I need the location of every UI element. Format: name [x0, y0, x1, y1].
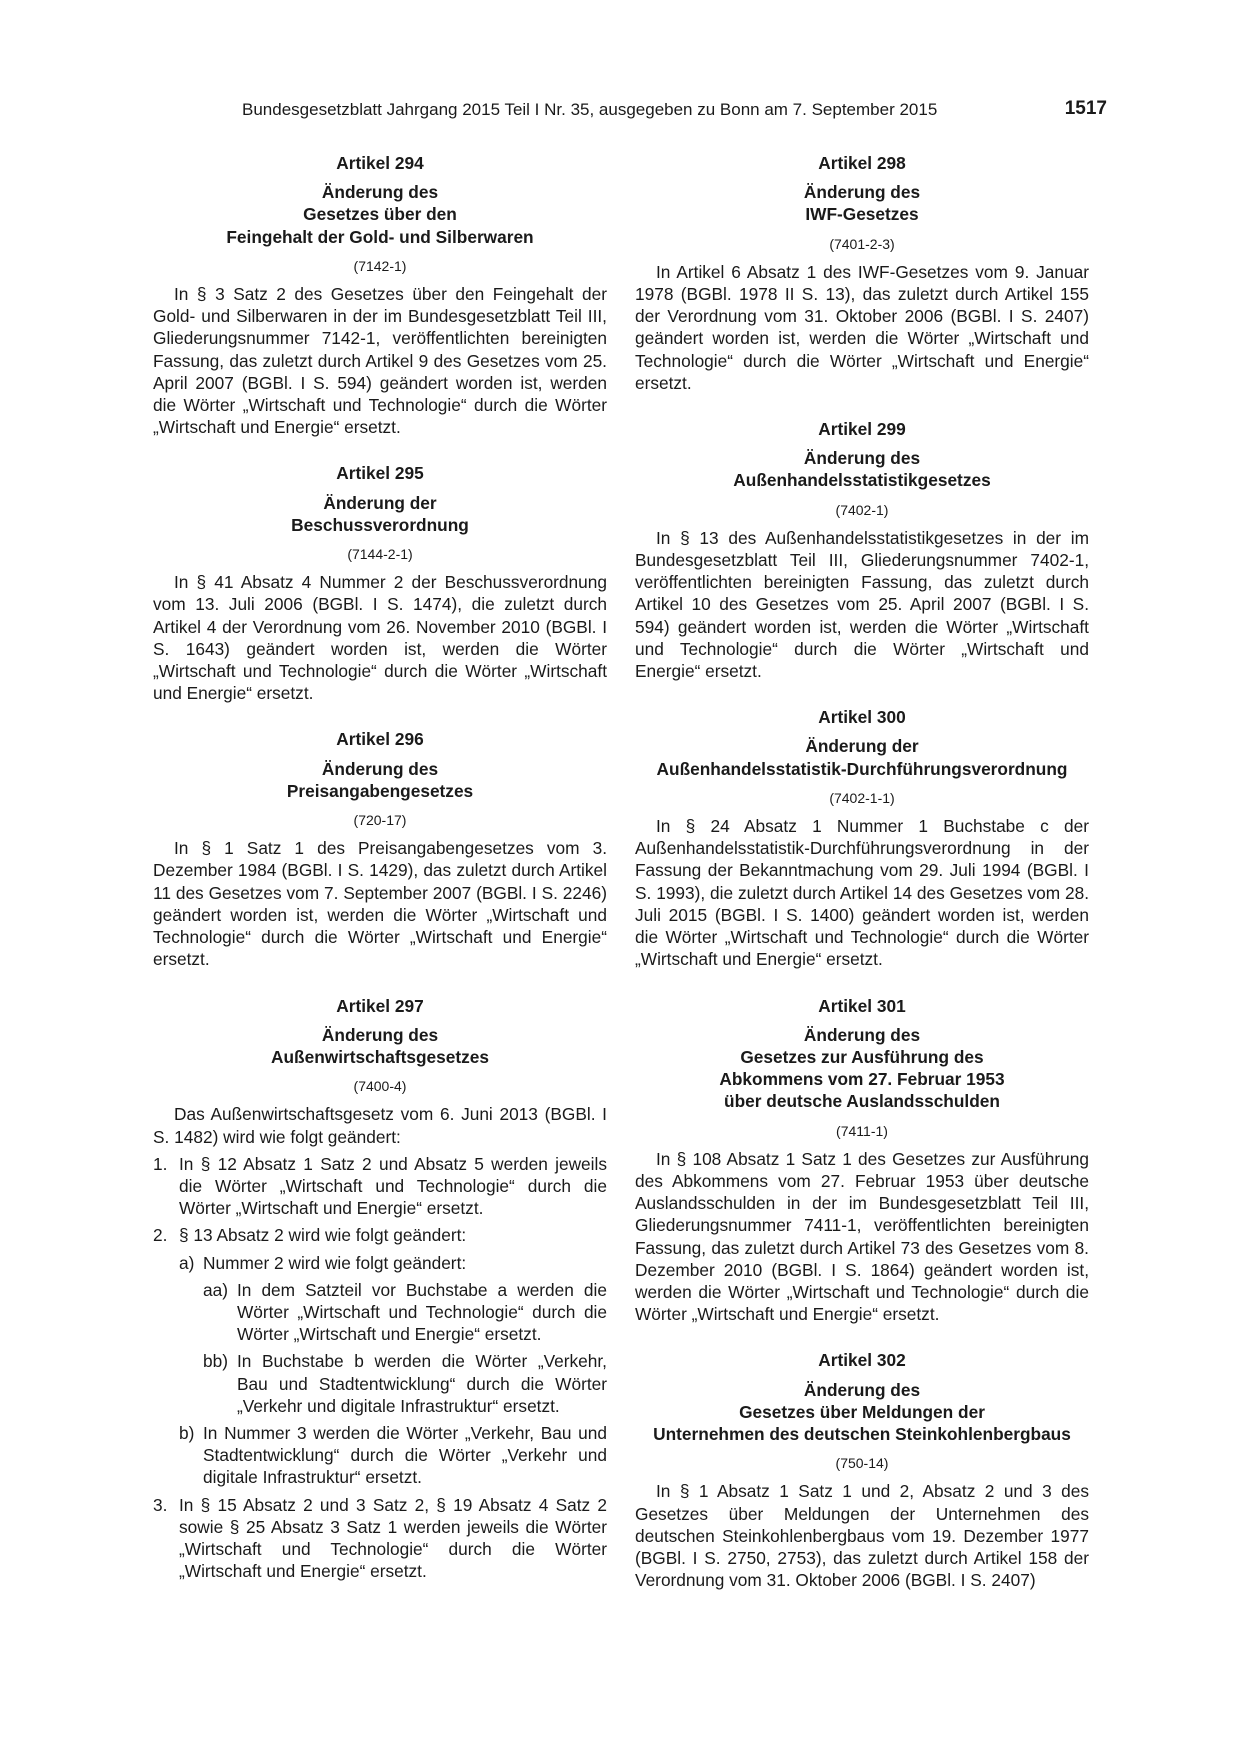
left-column	[153, 152, 607, 1606]
article-301	[635, 995, 1089, 1326]
article-body: In § 41 Absatz 4 Nummer 2 der Beschussverordnung vom 13. Juli 2006 (BGBl. I S. 1474), die zuletzt durch Artikel 4 der Verordnung vom 26. November 2010 (BGBl. I S. 1643) geändert worden ist, werden die Wörter „Wirtschaft und Technologie“ durch die Wörter „Wirtschaft und Energie“ ersetzt.	[153, 572, 607, 704]
list-item	[153, 1279, 607, 1346]
classification-code: (750-14)	[835, 1455, 889, 1472]
item-label: 3.	[153, 1494, 168, 1515]
article-number: Artikel 298	[818, 153, 906, 173]
article-298	[635, 152, 1089, 394]
classification-code: (7402-1)	[835, 501, 889, 518]
article-number: Artikel 296	[336, 729, 424, 750]
item-text: In Buchstabe b werden die Wörter „Verkehr, Bau und Stadtentwicklung“ durch die Wörter „Verkehr und digitale Infrastruktur“ ersetzt.	[237, 1351, 607, 1416]
item-text: In § 12 Absatz 1 Satz 2 und Absatz 5 werden jeweils die Wörter „Wirtschaft und Technologie“ durch die Wörter „Wirtschaft und Energie“ ersetzt.	[179, 1153, 607, 1219]
page-number: 1517	[1064, 98, 1107, 119]
item-text: In Nummer 3 werden die Wörter „Verkehr, Bau und Stadtentwicklung“ durch die Wörter „Verkehr und digitale Infrastruktur“ ersetzt.	[203, 1422, 607, 1488]
article-number: Artikel 300	[818, 707, 906, 728]
article-number: Artikel 302	[818, 1350, 906, 1371]
article-title: Änderung des Gesetzes zur Ausführung des Abkommens vom 27. Februar 1953 über deutsche Auslandsschulden	[719, 1024, 1005, 1112]
article-title: Änderung der Beschussverordnung	[291, 492, 469, 535]
item-label: bb)	[203, 1351, 228, 1372]
article-body: In § 108 Absatz 1 Satz 1 des Gesetzes zur Ausführung des Abkommens vom 27. Februar 1953 über deutsche Auslandsschulden in der im Bundesgesetzblatt Teil III, Gliederungsnummer 7411-1, veröffentlichten bereinigten Fassung, das zuletzt durch Artikel 73 des Gesetzes vom 8. Dezember 2010 (BGBl. I S. 1864) geändert worden ist, werden die Wörter „Wirtschaft und Technologie“ durch die Wörter „Wirtschaft und Energie“ ersetzt.	[635, 1148, 1089, 1325]
item-label: aa)	[203, 1279, 228, 1300]
list-item	[153, 1494, 607, 1583]
right-column	[635, 152, 1089, 1615]
item-text: § 13 Absatz 2 wird wie folgt geändert:	[179, 1225, 467, 1246]
article-title: Änderung des Außenhandelsstatistikgesetzes	[733, 448, 991, 491]
item-label: a)	[179, 1252, 195, 1273]
article-body: In Artikel 6 Absatz 1 des IWF-Gesetzes vom 9. Januar 1978 (BGBl. 1978 II S. 13), das zuletzt durch Artikel 155 der Verordnung vom 31. Oktober 2006 (BGBl. I S. 2407) geändert worden ist, werden die Wörter „Wirtschaft und Technologie“ durch die Wörter „Wirtschaft und Energie“ ersetzt.	[635, 261, 1089, 393]
item-label: 1.	[153, 1153, 168, 1174]
article-302	[635, 1349, 1089, 1591]
classification-code: (7144-2-1)	[347, 546, 413, 563]
article-number: Artikel 297	[336, 995, 424, 1016]
page-header	[0, 100, 1241, 126]
classification-code: (7402-1-1)	[829, 789, 895, 806]
list-item	[153, 1350, 607, 1417]
article-body: In § 24 Absatz 1 Nummer 1 Buchstabe c der Außenhandelsstatistik-Durchführungsverordnung in der Fassung der Bekanntmachung vom 29. Juli 1994 (BGBl. I S. 1993), die zuletzt durch Artikel 14 des Gesetzes vom 28. Juli 2015 (BGBl. I S. 1400) geändert worden ist, werden die Wörter „Wirtschaft und Technologie“ durch die Wörter „Wirtschaft und Energie“ ersetzt.	[635, 816, 1089, 970]
article-297	[153, 995, 607, 1583]
item-label: 2.	[153, 1225, 168, 1246]
item-text: In § 15 Absatz 2 und 3 Satz 2, § 19 Absatz 4 Satz 2 sowie § 25 Absatz 3 Satz 1 werden jeweils die Wörter „Wirtschaft und Technologie“ durch die Wörter „Wirtschaft und Energie“ ersetzt.	[179, 1494, 607, 1582]
article-title: Änderung des Preisangabengesetzes	[286, 758, 474, 801]
article-title: Änderung des Gesetzes über den Feingehalt der Gold- und Silberwaren	[226, 182, 534, 247]
classification-code: (7411-1)	[836, 1122, 888, 1139]
running-header: Bundesgesetzblatt Jahrgang 2015 Teil I Nr. 35, ausgegeben zu Bonn am 7. September 2015	[242, 100, 938, 119]
article-300	[635, 706, 1089, 970]
article-body: In § 3 Satz 2 des Gesetzes über den Feingehalt der Gold- und Silberwaren in der im Bundesgesetzblatt Teil III, Gliederungsnummer 7142-1, veröffentlichten bereinigten Fassung, das zuletzt durch Artikel 9 des Gesetzes vom 25. April 2007 (BGBl. I S. 594) geändert worden ist, werden die Wörter „Wirtschaft und Technologie“ durch die Wörter „Wirtschaft und Energie“ ersetzt.	[153, 284, 607, 438]
classification-code: (720-17)	[353, 812, 407, 829]
article-number: Artikel 294	[336, 153, 424, 173]
article-number: Artikel 299	[818, 419, 906, 440]
article-intro: Das Außenwirtschaftsgesetz vom 6. Juni 2013 (BGBl. I S. 1482) wird wie folgt geändert:	[153, 1104, 607, 1147]
article-body: In § 1 Satz 1 des Preisangabengesetzes vom 3. Dezember 1984 (BGBl. I S. 1429), das zuletzt durch Artikel 11 des Gesetzes vom 7. September 2007 (BGBl. I S. 2246) geändert worden ist, werden die Wörter „Wirtschaft und Technologie“ durch die Wörter „Wirtschaft und Energie“ ersetzt.	[153, 838, 607, 970]
classification-code: (7400-4)	[353, 1078, 407, 1095]
classification-code: (7401-2-3)	[829, 235, 895, 252]
article-title: Änderung der Außenhandelsstatistik-Durchführungsverordnung	[656, 736, 1068, 779]
article-299	[635, 418, 1089, 682]
article-body: In § 13 des Außenhandelsstatistikgesetzes in der im Bundesgesetzblatt Teil III, Gliederungsnummer 7402-1, veröffentlichten bereinigten Fassung, das zuletzt durch Artikel 10 des Gesetzes vom 25. April 2007 (BGBl. I S. 594) geändert worden ist, werden die Wörter „Wirtschaft und Technologie“ durch die Wörter „Wirtschaft und Energie“ ersetzt.	[635, 527, 1089, 682]
article-body: In § 1 Absatz 1 Satz 1 und 2, Absatz 2 und 3 des Gesetzes über Meldungen der Unternehmen des deutschen Steinkohlenbergbaus vom 19. Dezember 1977 (BGBl. I S. 2750, 2753), das zuletzt durch Artikel 158 der Verordnung vom 31. Oktober 2006 (BGBl. I S. 2407)	[635, 1481, 1089, 1591]
article-294	[153, 152, 607, 438]
classification-code: (7142-1)	[353, 257, 407, 274]
article-number: Artikel 301	[818, 995, 906, 1016]
list-item	[153, 1153, 607, 1220]
article-title: Änderung des Außenwirtschaftsgesetzes	[271, 1024, 489, 1067]
article-296	[153, 728, 607, 970]
article-title: Änderung des Gesetzes über Meldungen der Unternehmen des deutschen Steinkohlenbergbaus	[653, 1379, 1071, 1444]
list-item	[153, 1422, 607, 1489]
item-text: In dem Satzteil vor Buchstabe a werden die Wörter „Wirtschaft und Technologie“ durch die Wörter „Wirtschaft und Energie“ ersetzt.	[237, 1279, 607, 1345]
article-number: Artikel 295	[336, 463, 424, 484]
article-295	[153, 462, 607, 704]
article-title: Änderung des IWF-Gesetzes	[803, 182, 921, 225]
item-text: Nummer 2 wird wie folgt geändert:	[203, 1252, 467, 1273]
list-item	[153, 1224, 607, 1246]
list-item	[153, 1252, 607, 1274]
item-label: b)	[179, 1422, 195, 1443]
